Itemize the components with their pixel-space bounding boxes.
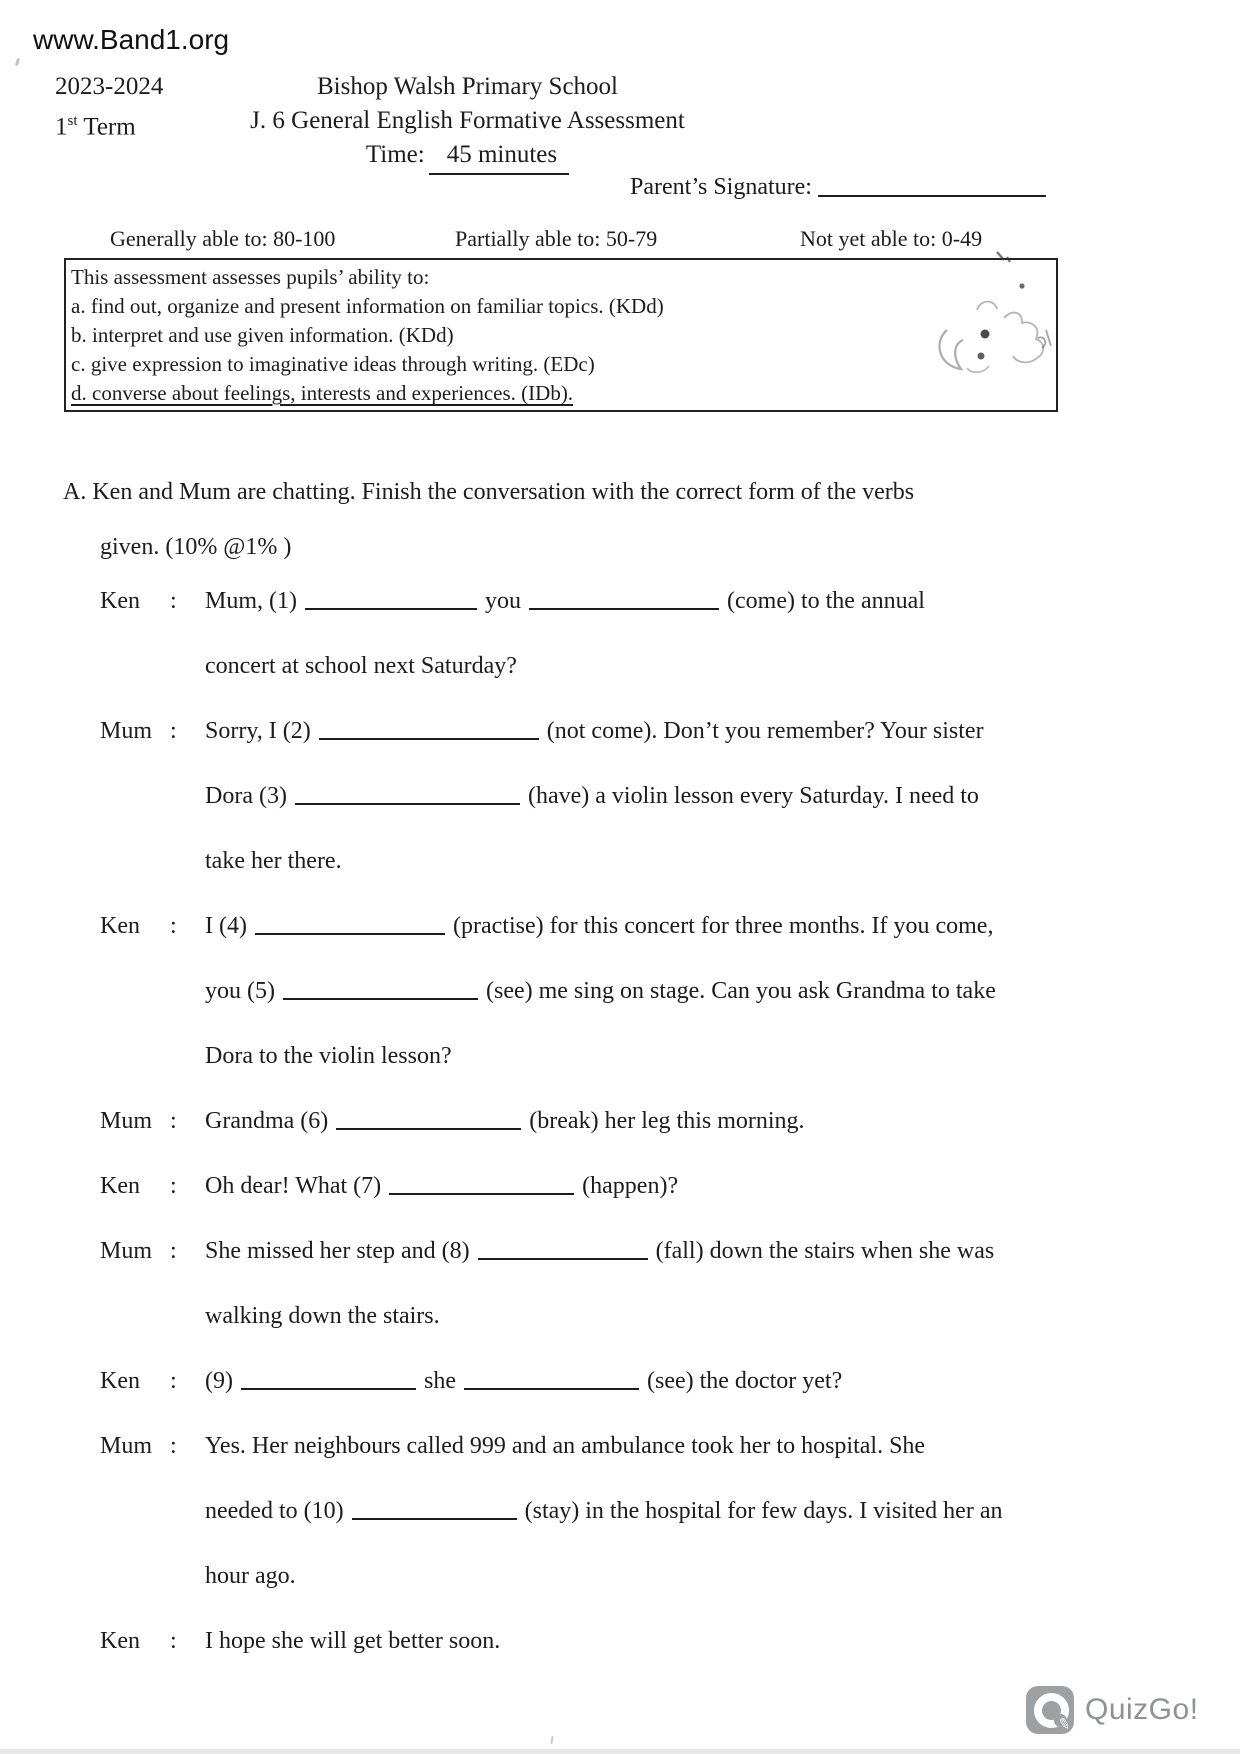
quizgo-app-icon	[1026, 1686, 1074, 1734]
speaker-colon: :	[170, 588, 177, 614]
dialogue-segment: Dora (3)	[205, 783, 293, 809]
dialogue-segment: (see) me sing on stage. Can you ask Grandma to take	[479, 978, 996, 1004]
speaker-colon: :	[170, 1238, 177, 1264]
time-label: Time:	[365, 141, 425, 168]
dialogue-row	[100, 783, 1220, 819]
dialogue-row	[100, 1368, 1220, 1404]
dialogue-row	[100, 1238, 1220, 1274]
dialogue-text	[205, 1108, 1220, 1135]
dialogue-text	[205, 1238, 1220, 1265]
speaker-label: Ken	[100, 913, 140, 939]
dialogue	[100, 588, 1220, 1693]
answer-blank	[389, 1178, 574, 1195]
answer-blank	[305, 593, 477, 610]
answer-blank	[283, 983, 478, 1000]
dialogue-row	[100, 1498, 1220, 1534]
dialogue-segment: Oh dear! What (7)	[205, 1173, 388, 1199]
dialogue-segment: you	[479, 588, 527, 614]
dialogue-segment: concert at school next Saturday?	[205, 653, 517, 679]
ability-box	[64, 258, 1058, 412]
speaker-colon: :	[170, 1628, 177, 1654]
dialogue-segment: take her there.	[205, 848, 342, 874]
dialogue-segment: you (5)	[205, 978, 281, 1004]
answer-blank	[295, 788, 520, 805]
dialogue-text	[205, 588, 1220, 615]
dialogue-text	[205, 913, 1220, 940]
speaker-colon: :	[170, 1108, 177, 1134]
grade-band-generally: Generally able to: 80-100	[110, 226, 336, 251]
dialogue-segment: She missed her step and (8)	[205, 1238, 476, 1264]
speaker-label: Mum	[100, 718, 153, 744]
dialogue-row	[100, 1108, 1220, 1144]
dialogue-segment: (come) to the annual	[721, 588, 925, 614]
dialogue-row	[100, 978, 1220, 1014]
header-center	[0, 70, 935, 175]
scan-artifact	[15, 58, 20, 67]
speaker-label: Ken	[100, 1368, 140, 1394]
dialogue-row	[100, 1563, 1220, 1599]
dialogue-row	[100, 1433, 1220, 1469]
dialogue-row	[100, 1303, 1220, 1339]
scan-edge-shadow	[0, 1749, 1240, 1754]
dialogue-segment: (not come). Don’t you remember? Your sister	[540, 718, 984, 744]
dialogue-segment: (have) a violin lesson every Saturday. I need to	[521, 783, 979, 809]
dialogue-row	[100, 1173, 1220, 1209]
dialogue-segment: (fall) down the stairs when she was	[649, 1238, 995, 1264]
dialogue-text	[205, 1173, 1220, 1200]
dialogue-text	[205, 653, 1220, 680]
dialogue-segment: Grandma (6)	[205, 1108, 335, 1134]
answer-blank	[336, 1113, 521, 1130]
term-number: 1	[55, 113, 68, 141]
pencil-icon: ✎	[1056, 1713, 1073, 1735]
speaker-label: Ken	[100, 588, 140, 614]
term-ordinal: st	[67, 113, 78, 129]
dialogue-segment: I hope she will get better soon.	[205, 1628, 501, 1654]
ability-item-d: d. converse about feelings, interests and experiences. (IDb).	[71, 381, 574, 405]
dialogue-row	[100, 1043, 1220, 1079]
dialogue-text	[205, 848, 1220, 875]
answer-blank	[464, 1373, 639, 1390]
school-name: Bishop Walsh Primary School	[316, 73, 618, 100]
dialogue-segment: Mum, (1)	[205, 588, 303, 614]
term-word: Term	[77, 113, 136, 141]
dialogue-segment: hour ago.	[205, 1563, 296, 1589]
dialogue-text	[205, 718, 1220, 745]
speaker-colon: :	[170, 1433, 177, 1459]
dialogue-row	[100, 913, 1220, 949]
dialogue-text	[205, 1563, 1220, 1590]
grade-band-not-yet: Not yet able to: 0-49	[800, 226, 983, 251]
dialogue-segment: Dora to the violin lesson?	[205, 1043, 452, 1069]
school-year: 2023-2024	[55, 73, 164, 100]
dialogue-text	[205, 1303, 1220, 1330]
dialogue-segment: needed to (10)	[205, 1498, 350, 1524]
parent-signature-label: Parent’s Signature:	[630, 174, 812, 200]
instruction-line-2: given. (10% @1% )	[100, 534, 292, 560]
dialogue-segment: Yes. Her neighbours called 999 and an ambulance took her to hospital. She	[205, 1433, 926, 1459]
speaker-label: Ken	[100, 1628, 140, 1654]
dialogue-row	[100, 848, 1220, 884]
instruction-line-1: A. Ken and Mum are chatting. Finish the conversation with the correct form of the verbs	[63, 479, 915, 505]
dialogue-segment: (see) the doctor yet?	[640, 1368, 843, 1394]
answer-blank	[319, 723, 539, 740]
dialogue-text	[205, 1043, 1220, 1070]
dialogue-segment: I (4)	[205, 913, 253, 939]
answer-blank	[241, 1373, 416, 1390]
speaker-label: Mum	[100, 1433, 153, 1459]
dialogue-segment: Sorry, I (2)	[205, 718, 317, 744]
ability-item-c: c. give expression to imaginative ideas through writing. (EDc)	[71, 352, 595, 376]
dialogue-segment: she	[417, 1368, 462, 1394]
dialogue-text	[205, 978, 1220, 1005]
scan-artifact	[550, 1736, 553, 1744]
speaker-colon: :	[170, 913, 177, 939]
speaker-label: Mum	[100, 1238, 153, 1264]
dialogue-row	[100, 653, 1220, 689]
dialogue-text	[205, 1498, 1220, 1525]
dialogue-text	[205, 1628, 1220, 1655]
dialogue-row	[100, 588, 1220, 624]
speaker-colon: :	[170, 1173, 177, 1199]
doodle-sketch	[925, 238, 1060, 388]
dialogue-segment: (break) her leg this morning.	[523, 1108, 805, 1134]
parent-signature-row	[630, 168, 1046, 201]
paper-title: J. 6 General English Formative Assessment	[250, 107, 685, 134]
dialogue-segment: (stay) in the hospital for few days. I visited her an	[518, 1498, 1003, 1524]
quizgo-logo	[1026, 1686, 1199, 1734]
quizgo-brand-text: QuizGo!	[1085, 1693, 1199, 1726]
answer-blank	[255, 918, 445, 935]
speaker-label: Mum	[100, 1108, 153, 1134]
dialogue-segment: (9)	[205, 1368, 239, 1394]
grade-band-partially: Partially able to: 50-79	[455, 226, 658, 251]
ability-item-a: a. find out, organize and present information on familiar topics. (KDd)	[71, 294, 664, 318]
dialogue-text	[205, 1368, 1220, 1395]
speaker-label: Ken	[100, 1173, 140, 1199]
dialogue-text	[205, 783, 1220, 810]
speaker-colon: :	[170, 1368, 177, 1394]
answer-blank	[352, 1503, 517, 1520]
dialogue-segment: walking down the stairs.	[205, 1303, 440, 1329]
time-value: 45 minutes	[429, 138, 569, 175]
dialogue-segment: (practise) for this concert for three months. If you come,	[446, 913, 994, 939]
dialogue-row	[100, 718, 1220, 754]
answer-blank	[478, 1243, 648, 1260]
dialogue-row	[100, 1628, 1220, 1664]
watermark-url: www.Band1.org	[33, 24, 230, 55]
ability-intro: This assessment assesses pupils’ ability to:	[71, 265, 430, 289]
speaker-colon: :	[170, 718, 177, 744]
section-a-instructions	[63, 477, 914, 562]
ability-item-b: b. interpret and use given information. (KDd)	[71, 323, 454, 347]
dialogue-segment: (happen)?	[576, 1173, 679, 1199]
signature-blank	[818, 171, 1046, 197]
dialogue-text	[205, 1433, 1220, 1460]
answer-blank	[529, 593, 719, 610]
